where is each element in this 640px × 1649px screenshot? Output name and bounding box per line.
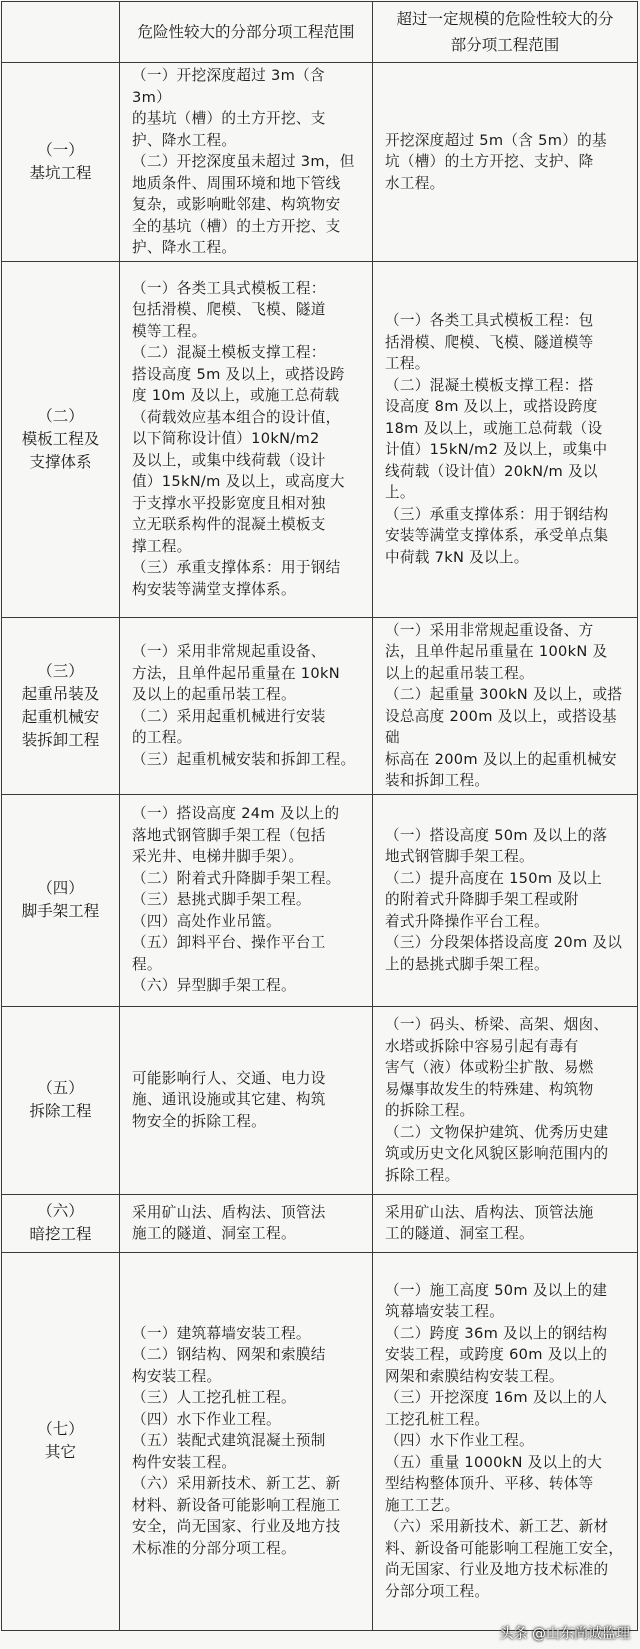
- scope-cell-line: （一）搭设高度 24m 及以上的: [132, 805, 340, 823]
- scope-cell-line: 及以上，或集中线荷载（设计: [132, 451, 326, 469]
- scope-cell-line: 术标准的分部分项工程。: [132, 1539, 296, 1557]
- category-cell: [2, 794, 120, 1006]
- category-cell-line: （五）: [37, 1079, 84, 1097]
- large-scope-cell: [373, 617, 638, 794]
- large-scope-cell: [373, 1252, 638, 1630]
- header-mid: [120, 2, 373, 63]
- category-cell: [2, 1252, 120, 1630]
- scope-cell-line: （四）高处作业吊篮。: [132, 912, 281, 930]
- scope-cell: [120, 794, 373, 1006]
- table-row: [2, 794, 638, 1006]
- large-scope-cell-line: （二）混凝土模板支撑工程：搭: [385, 376, 594, 394]
- category-cell-line: （四）: [37, 879, 84, 897]
- scope-cell-line: 程。: [132, 955, 162, 973]
- large-scope-cell-line: （六）采用新技术、新工艺、新材: [385, 1518, 609, 1536]
- scope-cell-line: 材料、新设备可能影响工程施工: [132, 1496, 341, 1514]
- scope-cell: [120, 261, 373, 617]
- scope-cell-line: 的基坑（槽）的土方开挖、支: [132, 110, 326, 127]
- large-scope-cell-line: （一）各类工具式模板工程：包: [385, 312, 594, 329]
- scope-cell-line: 及以上的起重吊装工程。: [132, 686, 296, 703]
- large-scope-cell-line: 装和拆卸工程。: [385, 772, 490, 789]
- scope-cell-line: 构安装等满堂支撑体系。: [132, 580, 296, 598]
- large-scope-cell-line: 中荷载 7kN 及以上。: [385, 548, 529, 566]
- scope-cell-line: （五）装配式建筑混凝土预制: [132, 1432, 326, 1450]
- scope-cell-line: 地质条件、周围环境和地下管线: [132, 174, 341, 192]
- category-cell-line: （二）: [37, 406, 84, 425]
- scope-cell-line: （二）混凝土模板支撑工程：: [132, 344, 326, 362]
- category-cell-line: 拆除工程: [29, 1102, 92, 1120]
- scope-cell-line: 搭设高度 5m 及以上，或搭设跨: [132, 365, 345, 383]
- watermark: 头条 @山东尚诚监理: [499, 1626, 630, 1642]
- large-scope-cell-line: 水塔或拆除中容易引起有毒有: [385, 1037, 579, 1055]
- category-cell-line: 模板工程及: [21, 429, 100, 448]
- large-scope-cell-line: 料、新设备可能影响工程施工安全，: [385, 1539, 624, 1557]
- large-scope-cell-line: 害气（液）体或粉尘扩散、易燃: [385, 1059, 594, 1076]
- category-cell-line: 支撑体系: [29, 452, 92, 471]
- scope-cell-line: 护、降水工程。: [132, 239, 237, 256]
- large-scope-cell-line: 网架和索膜结构安装工程。: [385, 1367, 564, 1385]
- category-cell-line: 其它: [44, 1443, 76, 1461]
- category-cell-line: 起重吊装及: [21, 684, 100, 703]
- large-scope-cell-line: 设高度 8m 及以上，或搭设跨度: [385, 398, 598, 415]
- large-scope-cell-line: （二）起重量 300kN 及以上，或搭: [385, 686, 623, 703]
- category-cell: [2, 63, 120, 262]
- scope-cell-line: 立无联系构件的混凝土模板支: [132, 516, 326, 534]
- large-scope-cell: [373, 63, 638, 262]
- table-row: [2, 1252, 638, 1630]
- large-scope-cell-line: 水工程。: [385, 174, 445, 192]
- category-cell-line: （三）: [37, 661, 84, 680]
- scope-cell-line: （一）开挖深度超过 3m（含 3m）: [132, 67, 330, 106]
- category-cell-line: （七）: [37, 1420, 84, 1438]
- category-cell-line: 脚手架工程: [21, 902, 100, 920]
- scope-cell-line: 可能影响行人、交通、电力设: [132, 1069, 326, 1087]
- scope-cell-line: 全的基坑（槽）的土方开挖、支: [132, 217, 341, 235]
- scope-cell-line: 模等工程。: [132, 322, 207, 340]
- scope-cell-line: （一）各类工具式模板工程：: [132, 279, 326, 297]
- large-scope-cell-line: （四）水下作业工程。: [385, 1432, 534, 1450]
- large-scope-cell-line: 工挖孔桩工程。: [385, 1410, 490, 1428]
- scope-cell: [120, 1006, 373, 1194]
- scope-cell-line: 构件安装工程。: [132, 1453, 237, 1471]
- large-scope-cell-line: 采用矿山法、盾构法、顶管法施: [385, 1203, 594, 1221]
- scope-cell-line: 安全，尚无国家、行业及地方技: [132, 1518, 341, 1536]
- scope-cell-line: （三）起重机械安装和拆卸工程。: [132, 750, 356, 768]
- scope-cell-line: 撑工程。: [132, 537, 192, 555]
- large-scope-cell-line: （二）提升高度在 150m 及以上: [385, 869, 602, 887]
- scope-cell-line: （二）采用起重机械进行安装: [132, 707, 326, 725]
- scope-cell: [120, 617, 373, 794]
- large-scope-cell-line: 筑或历史文化风貌区影响范围内的: [385, 1145, 609, 1162]
- scope-cell: [120, 1252, 373, 1630]
- header-mid-text: 危险性较大的分部分项工程范围: [137, 23, 355, 41]
- large-scope-cell: [373, 794, 638, 1006]
- large-scope-cell-line: （一）采用非常规起重设备、方: [385, 621, 594, 639]
- scope-cell-line: 方法，且单件起吊重量在 10kN: [132, 664, 340, 682]
- large-scope-cell-line: 着式升降操作平台工程。: [385, 912, 549, 930]
- scope-cell-line: 以下简称设计值）10kN/m2: [132, 430, 320, 448]
- scope-table: [1, 1, 638, 1631]
- scope-cell-line: （一）建筑幕墙安装工程。: [132, 1324, 311, 1342]
- large-scope-cell: [373, 1194, 638, 1252]
- large-scope-cell-line: （二）文物保护建筑、优秀历史建: [385, 1123, 609, 1141]
- large-scope-cell-line: （一）搭设高度 50m 及以上的落: [385, 826, 608, 844]
- scope-cell-line: 施工的隧道、洞室工程。: [132, 1225, 296, 1242]
- large-scope-cell-line: 安装等满堂支撑体系，承受单点集: [385, 527, 609, 544]
- scope-cell: [120, 1194, 373, 1252]
- large-scope-cell-line: 法，且单件起吊重量在 100kN 及: [385, 643, 608, 660]
- category-cell-line: 基坑工程: [29, 163, 92, 182]
- scope-cell-line: 护、降水工程。: [132, 131, 237, 149]
- category-cell-line: （六）: [37, 1202, 84, 1220]
- scope-cell-line: 施、通讯设施或其它建、构筑: [132, 1091, 326, 1109]
- large-scope-cell-line: 拆除工程。: [385, 1166, 460, 1184]
- large-scope-cell-line: 分部分项工程。: [385, 1582, 490, 1600]
- large-scope-cell-line: 安装工程，或跨度 60m 及以上的: [385, 1346, 608, 1364]
- large-scope-cell-line: （二）跨度 36m 及以上的钢结构: [385, 1324, 608, 1342]
- large-scope-cell-line: 坑（槽）的土方开挖、支护、降: [385, 153, 594, 170]
- large-scope-cell-line: （三）承重支撑体系：用于钢结构: [385, 505, 609, 523]
- large-scope-cell-line: （一）码头、桥梁、高架、烟囱、: [385, 1016, 609, 1033]
- large-scope-cell-line: 易爆事故发生的特殊建、构筑物: [385, 1080, 594, 1098]
- large-scope-cell: [373, 261, 638, 617]
- scope-cell-line: （荷载效应基本组合的设计值，: [132, 408, 341, 426]
- large-scope-cell-line: （五）重量 1000kN 及以上的大: [385, 1453, 603, 1471]
- scope-cell-line: （三）承重支撑体系：用于钢结: [132, 559, 341, 577]
- large-scope-cell-line: 工的隧道、洞室工程。: [385, 1225, 534, 1242]
- scope-cell-line: 包括滑模、爬模、飞模、隧道: [132, 301, 326, 319]
- large-scope-cell-line: 筑幕墙安装工程。: [385, 1303, 505, 1321]
- large-scope-cell-line: 施工工艺。: [385, 1496, 460, 1514]
- scope-cell-line: 落地式钢管脚手架工程（包括: [132, 826, 326, 844]
- scope-cell-line: （二）钢结构、网架和索膜结: [132, 1346, 326, 1364]
- category-cell: [2, 1194, 120, 1252]
- category-cell-line: 起重机械安: [21, 707, 100, 726]
- scope-cell-line: 采用矿山法、盾构法、顶管法: [132, 1203, 326, 1221]
- large-scope-cell-line: 上的悬挑式脚手架工程。: [385, 955, 549, 973]
- scope-cell-line: （三）人工挖孔桩工程。: [132, 1389, 296, 1407]
- scope-cell: [120, 63, 373, 262]
- scope-cell-line: （六）异型脚手架工程。: [132, 977, 296, 995]
- category-cell-line: 装拆卸工程: [21, 730, 100, 749]
- category-cell-line: （一）: [37, 140, 84, 159]
- scope-cell-line: （二）开挖深度虽未超过 3m，但: [132, 153, 355, 170]
- large-scope-cell-line: 设总高度 200m 及以上，或搭设基础: [385, 707, 617, 746]
- scope-cell-line: 度 10m 及以上，或施工总荷载: [132, 387, 340, 405]
- scope-cell-line: 构安装工程。: [132, 1367, 222, 1385]
- large-scope-cell-line: 线荷载（设计值）20kN/m 及以上。: [385, 462, 598, 501]
- scope-cell-line: （六）采用新技术、新工艺、新: [132, 1475, 341, 1493]
- table-row: [2, 63, 638, 262]
- large-scope-cell-line: 括滑模、爬模、飞模、隧道模等: [385, 333, 594, 351]
- large-scope-cell: [373, 1006, 638, 1194]
- large-scope-cell-line: 地式钢管脚手架工程。: [385, 848, 534, 866]
- scope-cell-line: （一）采用非常规起重设备、: [132, 643, 326, 660]
- table-row: [2, 1006, 638, 1194]
- large-scope-cell-line: 标高在 200m 及以上的起重机械安: [385, 750, 617, 768]
- scope-cell-line: （四）水下作业工程。: [132, 1410, 281, 1428]
- large-scope-cell-line: 开挖深度超过 5m（含 5m）的基: [385, 131, 607, 149]
- table-row: [2, 1194, 638, 1252]
- large-scope-cell-line: （三）分段架体搭设高度 20m 及以: [385, 934, 623, 952]
- header-right: [373, 2, 638, 63]
- header-right-line: 超过一定规模的危险性较大的分: [396, 10, 614, 28]
- header-empty-cell: [2, 2, 120, 63]
- scope-cell-line: 采光井、电梯井脚手架）。: [132, 848, 304, 866]
- scope-cell-line: 复杂，或影响毗邻建、构筑物安: [132, 196, 341, 213]
- table-header-row: [2, 2, 638, 63]
- scope-cell-line: 物安全的拆除工程。: [132, 1112, 267, 1130]
- scope-cell-line: 于支撑水平投影宽度且相对独: [132, 494, 326, 512]
- category-cell: [2, 617, 120, 794]
- scope-cell-line: （三）悬挑式脚手架工程。: [132, 891, 311, 909]
- large-scope-cell-line: 的附着式升降脚手架工程或附: [385, 891, 579, 909]
- table-row: [2, 617, 638, 794]
- category-cell-line: 暗挖工程: [29, 1225, 92, 1243]
- large-scope-cell-line: 型结构整体顶升、平移、转体等: [385, 1475, 594, 1493]
- large-scope-cell-line: 计值）15kN/m2 及以上，或集中: [385, 441, 608, 458]
- scope-cell-line: 的工程。: [132, 729, 192, 746]
- large-scope-cell-line: 的拆除工程。: [385, 1102, 475, 1119]
- scope-cell-line: 值）15kN/m 及以上，或高度大: [132, 473, 345, 491]
- large-scope-cell-line: 18m 及以上，或施工总荷载（设: [385, 419, 603, 437]
- scope-cell-line: （五）卸料平台、操作平台工: [132, 934, 326, 952]
- large-scope-cell-line: 工程。: [385, 355, 430, 372]
- category-cell: [2, 261, 120, 617]
- table-row: [2, 261, 638, 617]
- large-scope-cell-line: 以上的起重吊装工程。: [385, 664, 534, 682]
- scope-cell-line: （二）附着式升降脚手架工程。: [132, 869, 341, 887]
- large-scope-cell-line: （三）开挖深度 16m 及以上的人: [385, 1389, 608, 1407]
- large-scope-cell-line: 尚无国家、行业及地方技术标准的: [385, 1561, 609, 1579]
- category-cell: [2, 1006, 120, 1194]
- large-scope-cell-line: （一）施工高度 50m 及以上的建: [385, 1281, 608, 1299]
- header-right-line: 部分项工程范围: [450, 36, 560, 54]
